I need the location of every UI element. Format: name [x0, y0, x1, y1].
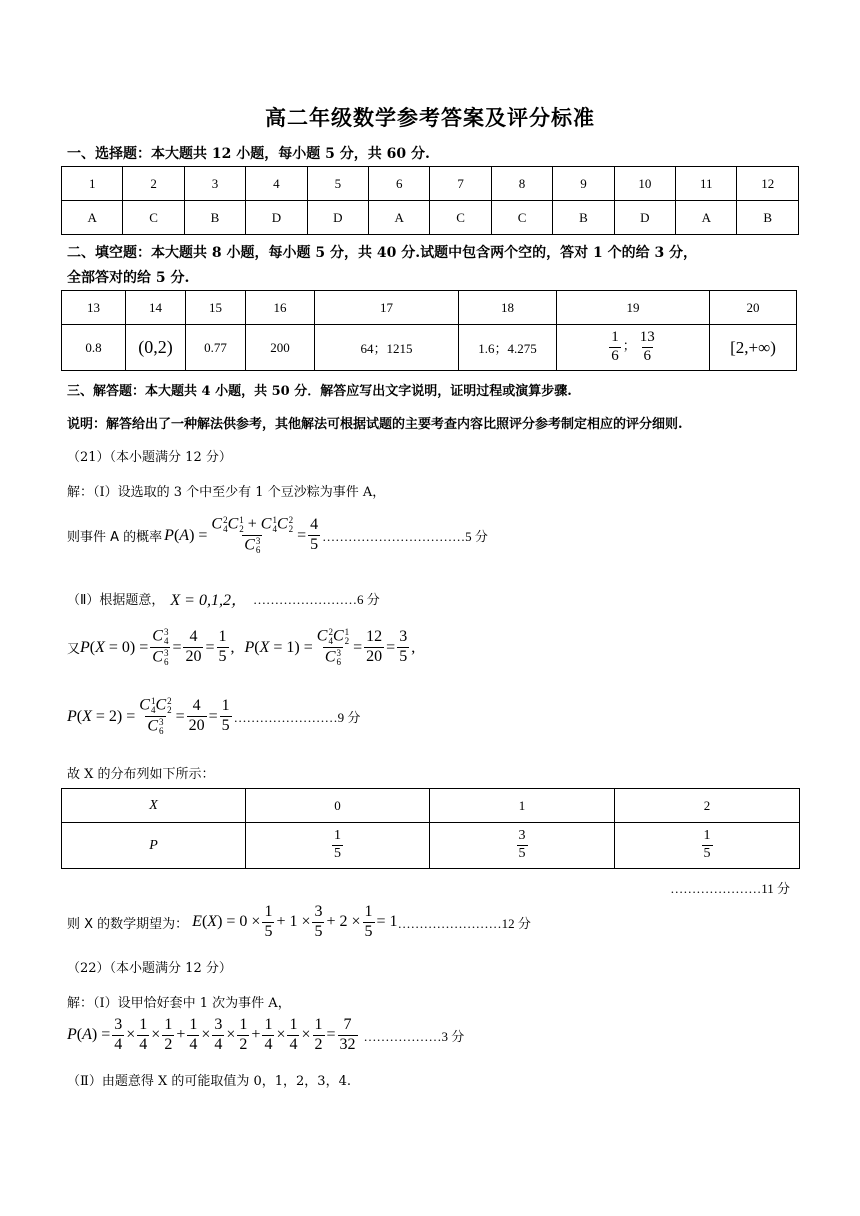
section-fill-heading-line2: 全部答对的给 5 分. [67, 270, 190, 286]
choice-question-number: 3 [184, 167, 245, 201]
q21-score-11: …………………11 分 [670, 881, 790, 896]
fill-question-number: 15 [186, 291, 246, 325]
q21-part1-intro: 解：（Ⅰ）设选取的 3 个中至少有 1 个豆沙粽为事件 A， [67, 485, 386, 500]
q21-prob-x0-x1-line: 又 P(X = 0) = C 3 4 C 3 6 = $\frac{4}{20}$ = $\frac{1}{5}$ , P(X = 1) = C 2 4 C 1 2 C 3 6 = $\frac{12}{20}$ = $\frac{3}{5}$ , [67, 627, 416, 667]
dist-p-1: $\frac{3}{5}$ [430, 823, 615, 869]
q21-heading: （21）（本小题满分 12 分） [67, 450, 232, 465]
fill-question-number: 16 [246, 291, 315, 325]
fill-question-number: 13 [62, 291, 126, 325]
choice-answer: A [369, 201, 430, 235]
fill-answer-20: [2,+∞) [710, 325, 797, 371]
q21-expectation-line: 则 X 的数学期望为： E(X) = 0 × $\frac{1}{5}$ + 1 × $\frac{3}{5}$ + 2 × $\frac{1}{5}$ = 1 ……………………12 分 [67, 903, 531, 940]
q22-part1-intro: 解：（Ⅰ）设甲恰好套中 1 次为事件 A， [67, 996, 291, 1011]
fill-answer-13: 0.8 [62, 325, 126, 371]
grading-note: 说明：解答给出了一种解法供参考，其他解法可根据试题的主要考查内容比照评分参考制定相应的评分细则. [67, 417, 683, 432]
distribution-table [61, 788, 800, 869]
fill-answer-18: 1.6；4.275 [459, 325, 557, 371]
choice-question-number: 5 [307, 167, 368, 201]
fill-answer-16: 200 [246, 325, 315, 371]
q21-prob-a-line: 则事件 A 的概率 P(A) = C 2 4 C 1 2 + C 1 4 C 2 2 C 3 6 = $\frac{4}{5}$ ……………………………5 分 [67, 515, 488, 555]
section-choice-heading: 一、选择题：本大题共 12 小题，每小题 5 分，共 60 分. [67, 146, 430, 162]
choice-answer: D [307, 201, 368, 235]
choice-question-number: 11 [676, 167, 737, 201]
dist-header-0: 0 [246, 789, 430, 823]
choice-question-number: 8 [491, 167, 552, 201]
choice-question-number: 2 [123, 167, 184, 201]
page-title: 高二年级数学参考答案及评分标准 [265, 105, 595, 130]
section-solution-heading: 三、解答题：本大题共 4 小题，共 50 分．解答应写出文字说明，证明过程或演算步骤. [67, 384, 572, 399]
choice-answer: B [737, 201, 799, 235]
fill-answer-17: 64；1215 [315, 325, 459, 371]
choice-answer: A [62, 201, 123, 235]
choice-answer: B [553, 201, 614, 235]
choice-question-number: 10 [614, 167, 675, 201]
fill-question-number: 18 [459, 291, 557, 325]
dist-row-p: P [62, 823, 246, 869]
choice-question-number: 4 [246, 167, 307, 201]
q21-dist-intro: 故 X 的分布列如下所示： [67, 767, 215, 782]
fill-question-number: 17 [315, 291, 459, 325]
choice-question-number: 1 [62, 167, 123, 201]
section-fill-heading-line1: 二、填空题：本大题共 8 小题，每小题 5 分，共 40 分.试题中包含两个空的，答对 1 个的给 3 分， [67, 245, 698, 261]
q22-prob-a-line: P(A) = $\frac{3}{4}$ × $\frac{1}{4}$ × $\frac{1}{2}$ + $\frac{1}{4}$ × $\frac{3}{4}$ × $\frac{1}{2}$ + $\frac{1}{4}$ × $\frac{1}{4}$ × $\frac{1}{2}$ = $\frac{7}{32}$ ………………3 分 [67, 1016, 465, 1053]
fill-answer-table [61, 290, 797, 371]
dist-p-0: $\frac{1}{5}$ [246, 823, 430, 869]
q21-part2-values: （Ⅱ）根据题意， X = 0,1,2， ……………………6 分 [67, 592, 380, 609]
choice-question-number: 12 [737, 167, 799, 201]
choice-question-number: 7 [430, 167, 491, 201]
q21-prob-x2-line: P(X = 2) = C 1 4 C 2 2 C 3 6 = $\frac{4}{20}$ = $\frac{1}{5}$ ……………………9 分 [67, 696, 361, 736]
choice-answer: C [491, 201, 552, 235]
fill-answer-19: $\frac{1}{6}$ ； $\frac{13}{6}$ [557, 325, 710, 371]
fill-question-number: 14 [126, 291, 186, 325]
q22-part2-intro: （Ⅱ）由题意得 X 的可能取值为 0，1，2，3，4. [67, 1074, 351, 1089]
fill-answer-15: 0.77 [186, 325, 246, 371]
dist-header-x: X [62, 789, 246, 823]
choice-answer: B [184, 201, 245, 235]
choice-question-number: 9 [553, 167, 614, 201]
choice-answer: C [430, 201, 491, 235]
dist-header-2: 2 [615, 789, 800, 823]
fill-answer-14: (0,2) [126, 325, 186, 371]
choice-answer: D [246, 201, 307, 235]
dist-p-2: $\frac{1}{5}$ [615, 823, 800, 869]
choice-question-number: 6 [369, 167, 430, 201]
choice-answer-table [61, 166, 799, 235]
dist-header-1: 1 [430, 789, 615, 823]
choice-answer: D [614, 201, 675, 235]
fill-question-number: 19 [557, 291, 710, 325]
fill-question-number: 20 [710, 291, 797, 325]
choice-answer: A [676, 201, 737, 235]
q22-heading: （22）（本小题满分 12 分） [67, 961, 232, 976]
choice-answer: C [123, 201, 184, 235]
